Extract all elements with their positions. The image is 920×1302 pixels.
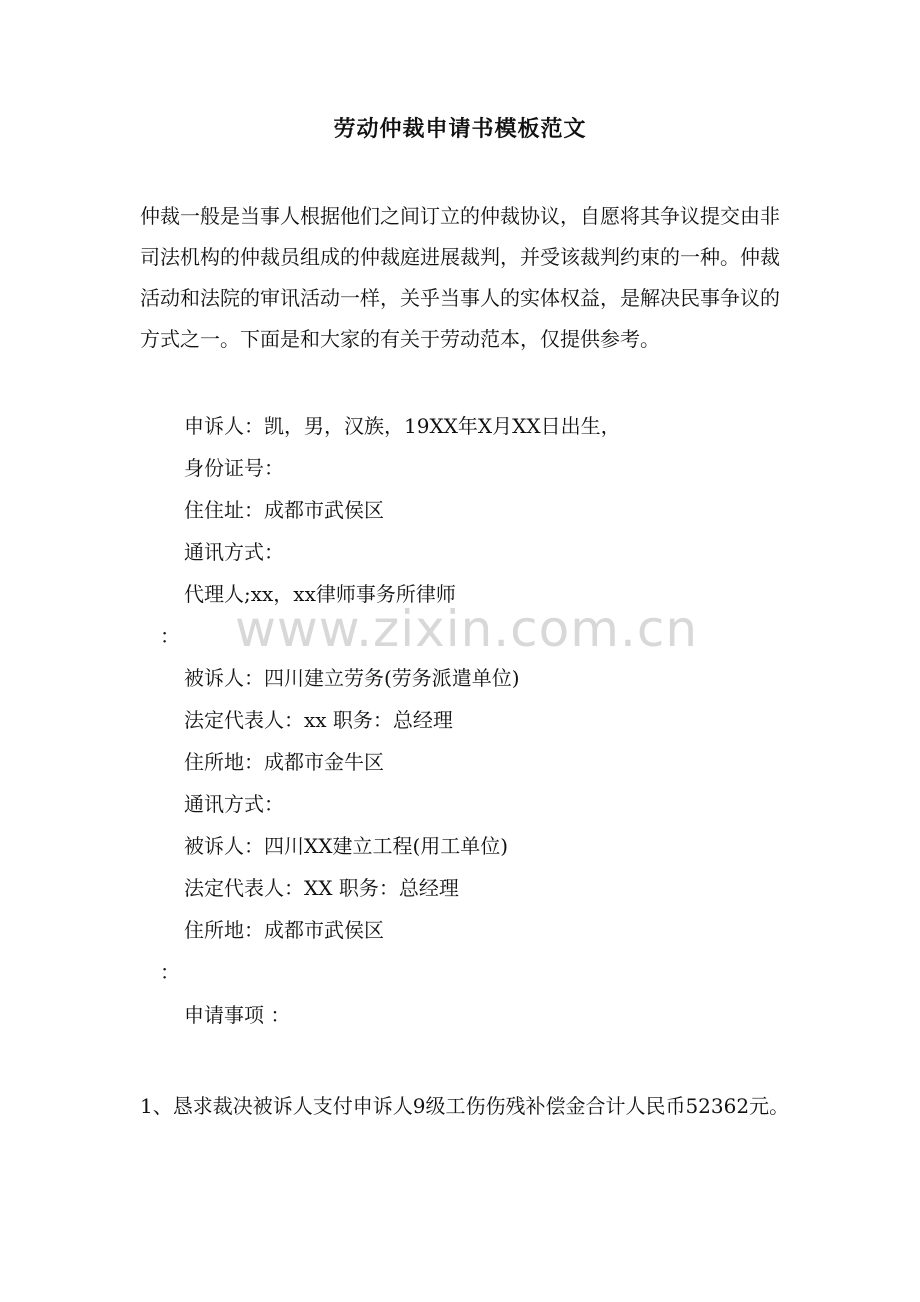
- colon-line: ：: [160, 624, 180, 648]
- id-number-line: 身份证号：: [184, 456, 284, 480]
- document-title: 劳动仲裁申请书模板范文: [333, 116, 587, 142]
- respondent-2-representative-line: 法定代表人：XX 职务：总经理: [184, 876, 459, 900]
- respondent-2-address-line: 住所地：成都市武侯区: [184, 918, 384, 942]
- respondent-1-representative-line: 法定代表人：xx 职务：总经理: [184, 708, 453, 732]
- colon-line: ：: [160, 960, 180, 984]
- applicant-contact-line: 通讯方式：: [184, 540, 284, 564]
- agent-line: 代理人;xx，xx律师事务所律师: [184, 582, 456, 606]
- respondent-2-line: 被诉人：四川XX建立工程(用工单位): [184, 834, 509, 858]
- respondent-1-contact-line: 通讯方式：: [184, 792, 284, 816]
- claims-heading: 申请事项 ：: [184, 1003, 291, 1027]
- applicant-line: 申诉人：凯，男，汉族，19XX年X月XX日出生，: [184, 414, 621, 438]
- watermark-text: www.zixin.com.cn: [235, 600, 699, 658]
- respondent-1-address-line: 住所地：成都市金牛区: [184, 750, 384, 774]
- claim-item-1: 1、恳求裁决被诉人支付申诉人9级工伤伤残补偿金合计人民币52362元。: [140, 1094, 790, 1118]
- intro-paragraph: 仲裁一般是当事人根据他们之间订立的仲裁协议，自愿将其争议提交由非司法机构的仲裁员组成的仲裁庭进展裁判，并受该裁判约束的一种。仲裁活动和法院的审讯活动一样，关乎当事人的实体权益，是解决民事争议的方式之一。下面是和大家的有关于劳动范本，仅提供参考。: [140, 204, 780, 351]
- respondent-1-line: 被诉人：四川建立劳务(劳务派遣单位): [184, 666, 520, 690]
- applicant-address-line: 住住址：成都市武侯区: [184, 498, 384, 522]
